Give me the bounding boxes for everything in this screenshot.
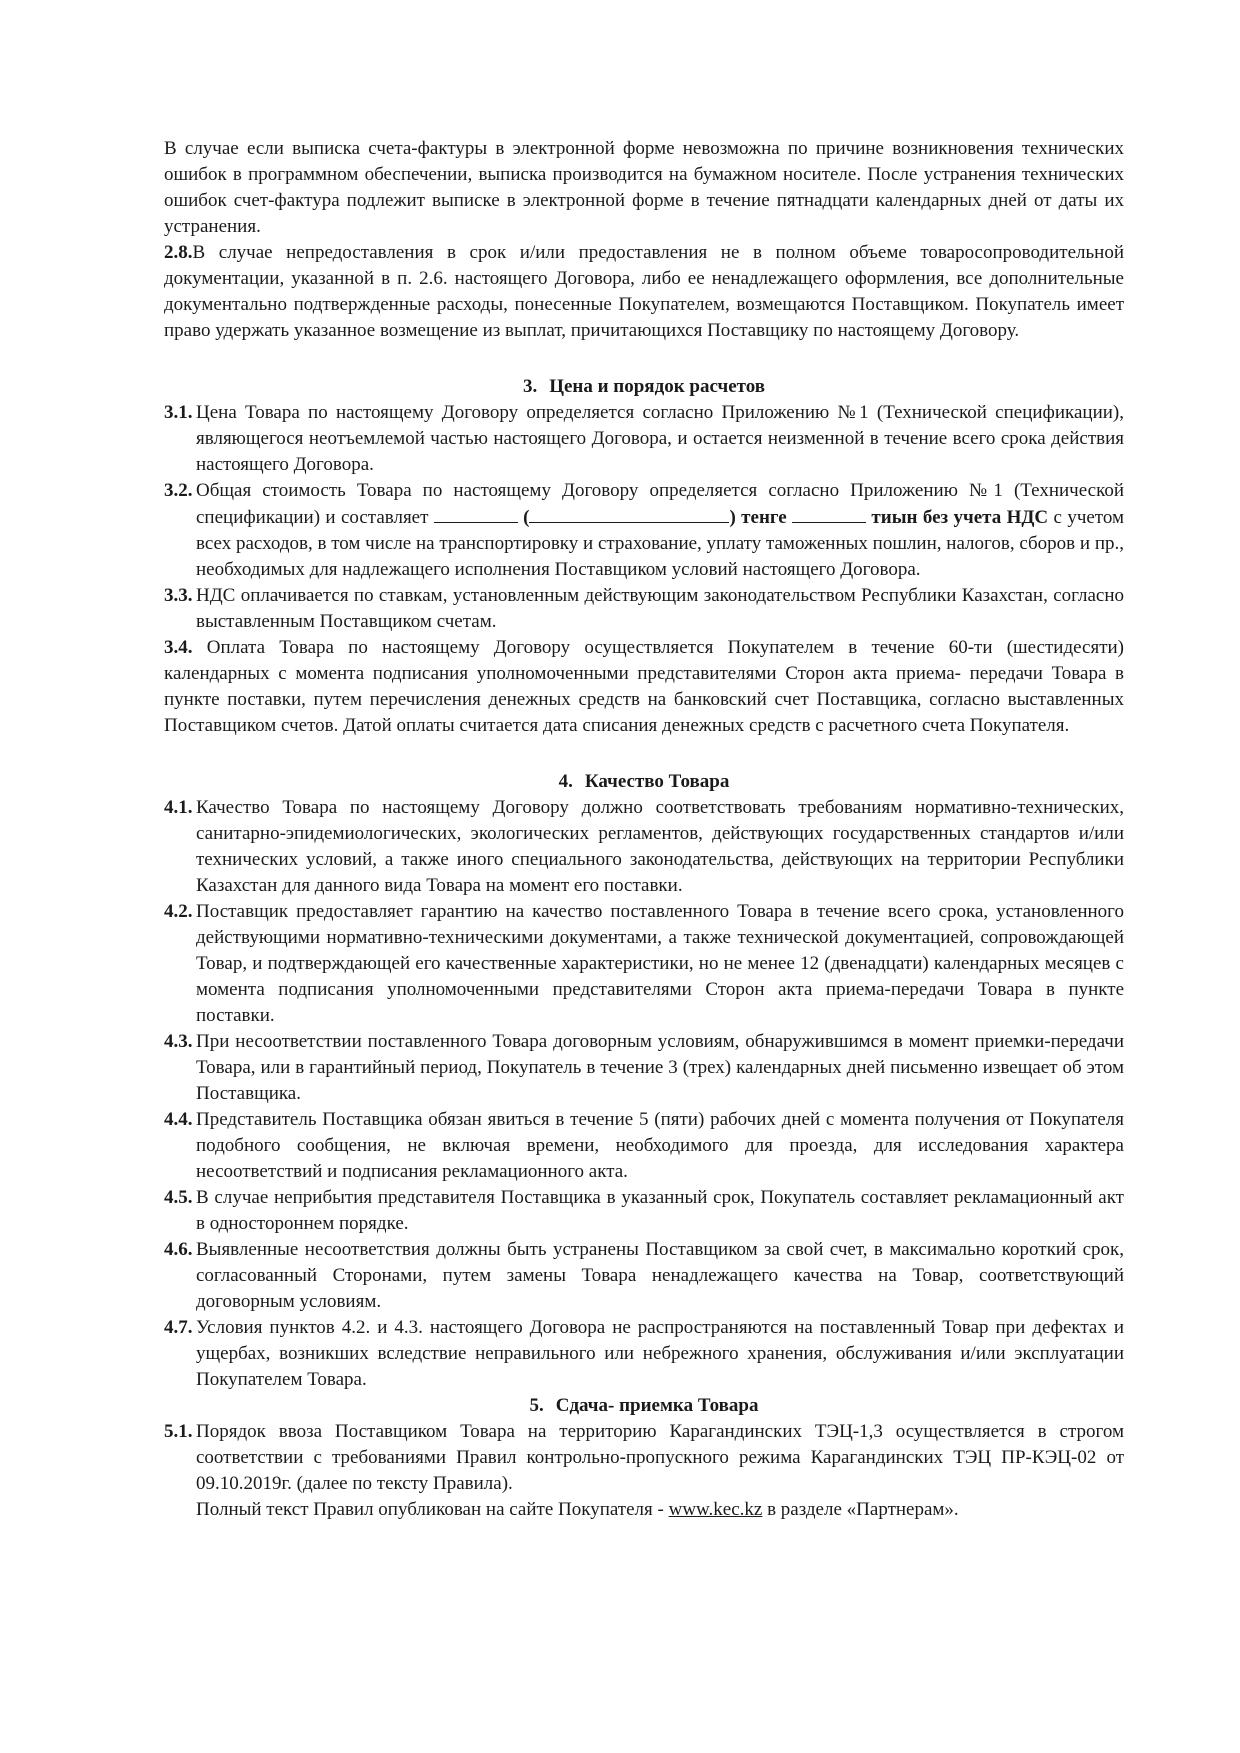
section-number: 3. xyxy=(522,376,538,397)
tiyn-blank[interactable] xyxy=(792,504,866,523)
clause-text: Условия пунктов 4.2. и 4.3. настоящего Договора не распространяются на поставленный Товар при дефектах и ущербах, возникших вследствие неправильного или небрежного хранения, обслуживания и/или эксплуатации Покупателем Товара. xyxy=(196,1317,1124,1390)
clause-text: Цена Товара по настоящему Договору определяется согласно Приложению №1 (Технической спецификации), являющегося неотъемлемой частью настоящего Договора, и остается неизменной в течение всего срока действия настоящего Договора. xyxy=(196,402,1124,475)
intro-paragraph: В случае если выписка счета-фактуры в электронной форме невозможна по причине возникновения технических ошибок в программном обеспечении, выписка производится на бумажном носителе. После устранения технических ошибок счет-фактура подлежит выписке в электронной форме в течение пятнадцати календарных дней от даты их устранения. xyxy=(164,138,1124,237)
tiyn-label: тиын без учета НДС xyxy=(871,507,1049,528)
section-number: 4. xyxy=(558,771,573,792)
clause-2-8 xyxy=(164,240,1124,344)
clause-text: В случае неприбытия представителя Поставщика в указанный срок, Покупатель составляет рекламационный акт в одностороннем порядке. xyxy=(196,1187,1124,1234)
clause-text: Порядок ввоза Поставщиком Товара на территорию Карагандинских ТЭЦ-1,3 осуществляется в строгом соответствии с требованиями Правил контрольно-пропускного режима Карагандинских ТЭЦ ПР-КЭЦ-02 от 09.10.2019г. (далее по тексту Правила). xyxy=(196,1421,1124,1494)
section-title: Качество Товара xyxy=(584,771,730,792)
clause-number: 4.6. xyxy=(164,1239,193,1260)
clause-5-1 xyxy=(164,1419,1124,1497)
clause-number: 3.1. xyxy=(164,402,193,423)
tenge-label: тенге xyxy=(741,507,787,528)
clause-number: 4.1. xyxy=(164,797,193,818)
website-link[interactable]: www.kec.kz xyxy=(668,1499,763,1520)
section-5-heading xyxy=(164,1393,1124,1419)
clause-3-3 xyxy=(164,583,1124,635)
clause-text: Полный текст Правил опубликован на сайте Покупателя - xyxy=(196,1499,664,1520)
clause-number: 3.3. xyxy=(164,585,193,606)
clause-4-6 xyxy=(164,1237,1124,1315)
clause-text: Качество Товара по настоящему Договору должно соответствовать требованиям нормативно-технических, санитарно-эпидемиологических, экологических регламентов, действующих государственных стандартов и/или технических условий, а также иного специального законодательства, действующих на территории Республики Казахстан для данного вида Товара на момент его поставки. xyxy=(196,797,1124,896)
clause-4-2 xyxy=(164,899,1124,1029)
clause-4-3 xyxy=(164,1029,1124,1107)
clause-3-4 xyxy=(164,635,1124,739)
clause-number: 3.4. xyxy=(164,637,193,658)
clause-number: 4.4. xyxy=(164,1109,193,1130)
clause-text: При несоответствии поставленного Товара договорным условиям, обнаружившимся в момент приемки-передачи Товара, или в гарантийный период, Покупатель в течение 3 (трех) календарных дней письменно извещает об этом Поставщика. xyxy=(196,1031,1124,1104)
clause-4-4 xyxy=(164,1107,1124,1185)
clause-4-1 xyxy=(164,795,1124,899)
clause-text: в разделе «Партнерам». xyxy=(767,1499,959,1520)
clause-text: Представитель Поставщика обязан явиться в течение 5 (пяти) рабочих дней с момента получения от Покупателя подобного сообщения, не включая времени, необходимого для проезда, для исследования характера несоответствий и подписания рекламационного акта. xyxy=(196,1109,1124,1182)
paren-open: ( xyxy=(523,507,530,528)
section-3-heading xyxy=(164,374,1124,400)
clause-5-1-cont xyxy=(164,1497,1124,1523)
amount-blank[interactable] xyxy=(434,504,518,523)
clause-4-5 xyxy=(164,1185,1124,1237)
section-title: Цена и порядок расчетов xyxy=(549,376,766,397)
clause-number: 4.5. xyxy=(164,1187,193,1208)
clause-number: 3.2. xyxy=(164,480,193,501)
section-4-heading xyxy=(164,769,1124,795)
clause-number: 2.8. xyxy=(164,242,193,263)
section-number: 5. xyxy=(529,1395,544,1416)
amount-words-blank[interactable] xyxy=(529,504,729,523)
clause-3-2 xyxy=(164,478,1124,583)
paren-close: ) xyxy=(729,507,736,528)
clause-text: Общая стоимость Товара по настоящему Договору определяется согласно Приложению №1 (Технической спецификации) и составляет xyxy=(196,480,1124,528)
clause-number: 4.7. xyxy=(164,1317,193,1338)
clause-number: 4.3. xyxy=(164,1031,193,1052)
clause-text: Поставщик предоставляет гарантию на качество поставленного Товара в течение всего срока, установленного действующими нормативно-техническими документами, а также технической документацией, сопровождающей Товар, и подтверждающей его качественные характеристики, но не менее 12 (двенадцати) календарных месяцев с момента подписания уполномоченными представителями Сторон акта приема-передачи Товара в пункте поставки. xyxy=(196,901,1124,1026)
clause-text: В случае непредоставления в срок и/или предоставления не в полном объеме товаросопроводительной документации, указанной в п. 2.6. настоящего Договора, либо ее ненадлежащего оформления, все дополнительные документально подтвержденные расходы, понесенные Покупателем, возмещаются Поставщиком. Покупатель имеет право удержать указанное возмещение из выплат, причитающихся Поставщику по настоящему Договору. xyxy=(164,242,1124,341)
clause-text: Выявленные несоответствия должны быть устранены Поставщиком за свой счет, в максимально короткий срок, согласованный Сторонами, путем замены Товара ненадлежащего качества на Товар, соответствующий договорным условиям. xyxy=(196,1239,1124,1312)
clause-4-7 xyxy=(164,1315,1124,1393)
clause-text: НДС оплачивается по ставкам, установленным действующим законодательством Республики Казахстан, согласно выставленным Поставщиком счетам. xyxy=(196,585,1124,632)
clause-text: Оплата Товара по настоящему Договору осуществляется Покупателем в течение 60-ти (шестидесяти) календарных с момента подписания уполномоченными представителями Сторон акта приема- передачи Товара в пункте поставки, путем перечисления денежных средств на банковский счет Поставщика, согласно выставленных Поставщиком счетов. Датой оплаты считается дата списания денежных средств с расчетного счета Покупателя. xyxy=(164,637,1125,736)
clause-text-cont: с учетом всех расходов, в том числе на транспортировку и страхование, уплату таможенных пошлин, налогов, сборов и пр., необходимых для надлежащего исполнения Поставщиком условий настоящего Договора. xyxy=(196,507,1125,580)
document-page xyxy=(164,136,1124,1523)
clause-3-1 xyxy=(164,400,1124,478)
clause-number: 5.1. xyxy=(164,1421,193,1442)
clause-number: 4.2. xyxy=(164,901,193,922)
section-title: Сдача- приемка Товара xyxy=(555,1395,759,1416)
